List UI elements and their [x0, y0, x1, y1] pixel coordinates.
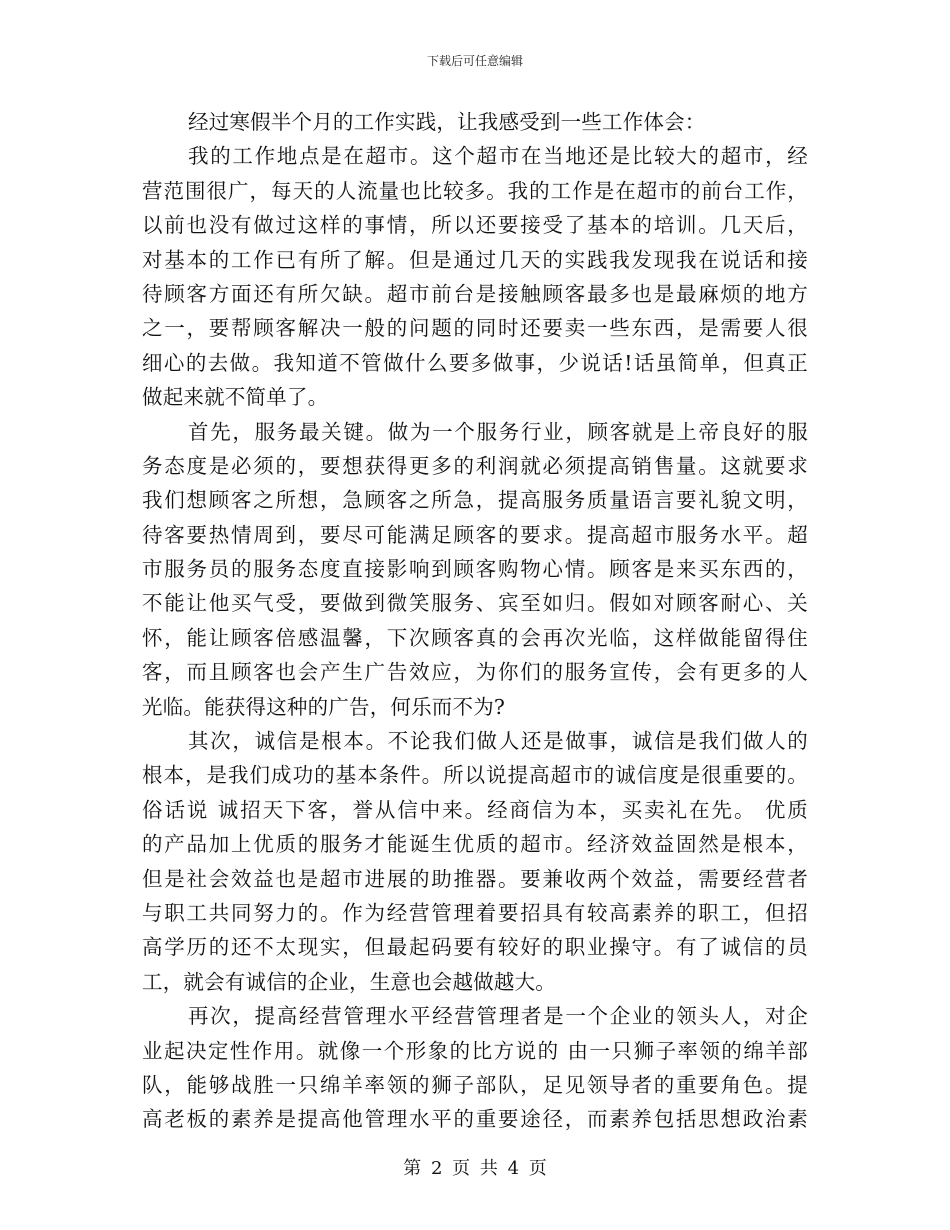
text-line: 待顾客方面还有所欠缺。超市前台是接触顾客最多也是最麻烦的地方 — [142, 281, 808, 306]
text-line: 细心的去做。我知道不管做什么要多做事，少说话!话虽简单，但真正 — [142, 350, 808, 375]
text-line: 工，就会有诚信的企业，生意也会越做越大。 — [142, 969, 556, 994]
text-line: 俗话说 诚招天下客，誉从信中来。经商信为本，买卖礼在先。 优质 — [142, 797, 808, 822]
text-line: 高学历的还不太现实，但最起码要有较好的职业操守。有了诚信的员 — [142, 935, 808, 960]
text-line: 经过寒假半个月的工作实践，让我感受到一些工作体会： — [188, 110, 706, 134]
text-line: 待客要热情周到，要尽可能满足顾客的要求。提高超市服务水平。超 — [142, 522, 808, 547]
text-line: 根本，是我们成功的基本条件。所以说提高超市的诚信度是很重要的。 — [142, 763, 808, 788]
text-line: 怀，能让顾客倍感温馨，下次顾客真的会再次光临，这样做能留得住 — [142, 625, 808, 650]
text-line: 市服务员的服务态度直接影响到顾客购物心情。顾客是来买东西的， — [142, 557, 808, 582]
text-line: 但是社会效益也是超市进展的助推器。要兼收两个效益，需要经营者 — [142, 866, 808, 891]
text-line: 与职工共同努力的。作为经营管理着要招具有较高素养的职工，但招 — [142, 900, 808, 925]
text-line: 高老板的素养是提高他管理水平的重要途径，而素养包括思想政治素 — [142, 1107, 808, 1132]
document-body — [142, 105, 808, 1137]
text-line: 队，能够战胜一只绵羊率领的狮子部队，足见领导者的重要角色。提 — [142, 1072, 808, 1097]
text-line: 我们想顾客之所想，急顾客之所急，提高服务质量语言要礼貌文明， — [142, 488, 808, 513]
text-line: 光临。能获得这种的广告，何乐而不为? — [142, 694, 506, 719]
text-line: 再次，提高经营管理水平经营管理者是一个企业的领头人，对企 — [188, 1004, 808, 1029]
text-line: 业起决定性作用。就像一个形象的比方说的 由一只狮子率领的绵羊部 — [142, 1038, 808, 1063]
text-line: 对基本的工作已有所了解。但是通过几天的实践我发现我在说话和接 — [142, 247, 808, 272]
text-line: 首先，服务最关键。做为一个服务行业，顾客就是上帝良好的服 — [188, 419, 808, 444]
text-line: 务态度是必须的，要想获得更多的利润就必须提高销售量。这就要求 — [142, 453, 808, 478]
text-line: 做起来就不简单了。 — [142, 385, 329, 410]
text-line: 其次，诚信是根本。不论我们做人还是做事，诚信是我们做人的 — [188, 729, 808, 754]
page-header: 下载后可任意编辑 — [426, 54, 523, 68]
text-line: 之一，要帮顾客解决一般的问题的同时还要卖一些东西，是需要人很 — [142, 316, 808, 341]
text-line: 客，而且顾客也会产生广告效应，为你们的服务宣传，会有更多的人 — [142, 660, 808, 685]
text-line: 我的工作地点是在超市。这个超市在当地还是比较大的超市，经 — [188, 144, 808, 169]
text-line: 营范围很广，每天的人流量也比较多。我的工作是在超市的前台工作， — [142, 178, 808, 203]
text-line: 以前也没有做过这样的事情，所以还要接受了基本的培训。几天后， — [142, 213, 808, 238]
text-line: 的产品加上优质的服务才能诞生优质的超市。经济效益固然是根本， — [142, 832, 808, 857]
page-number-footer: 第 2 页 共 4 页 — [403, 1158, 547, 1179]
text-line: 不能让他买气受，要做到微笑服务、宾至如归。假如对顾客耐心、关 — [142, 591, 808, 616]
